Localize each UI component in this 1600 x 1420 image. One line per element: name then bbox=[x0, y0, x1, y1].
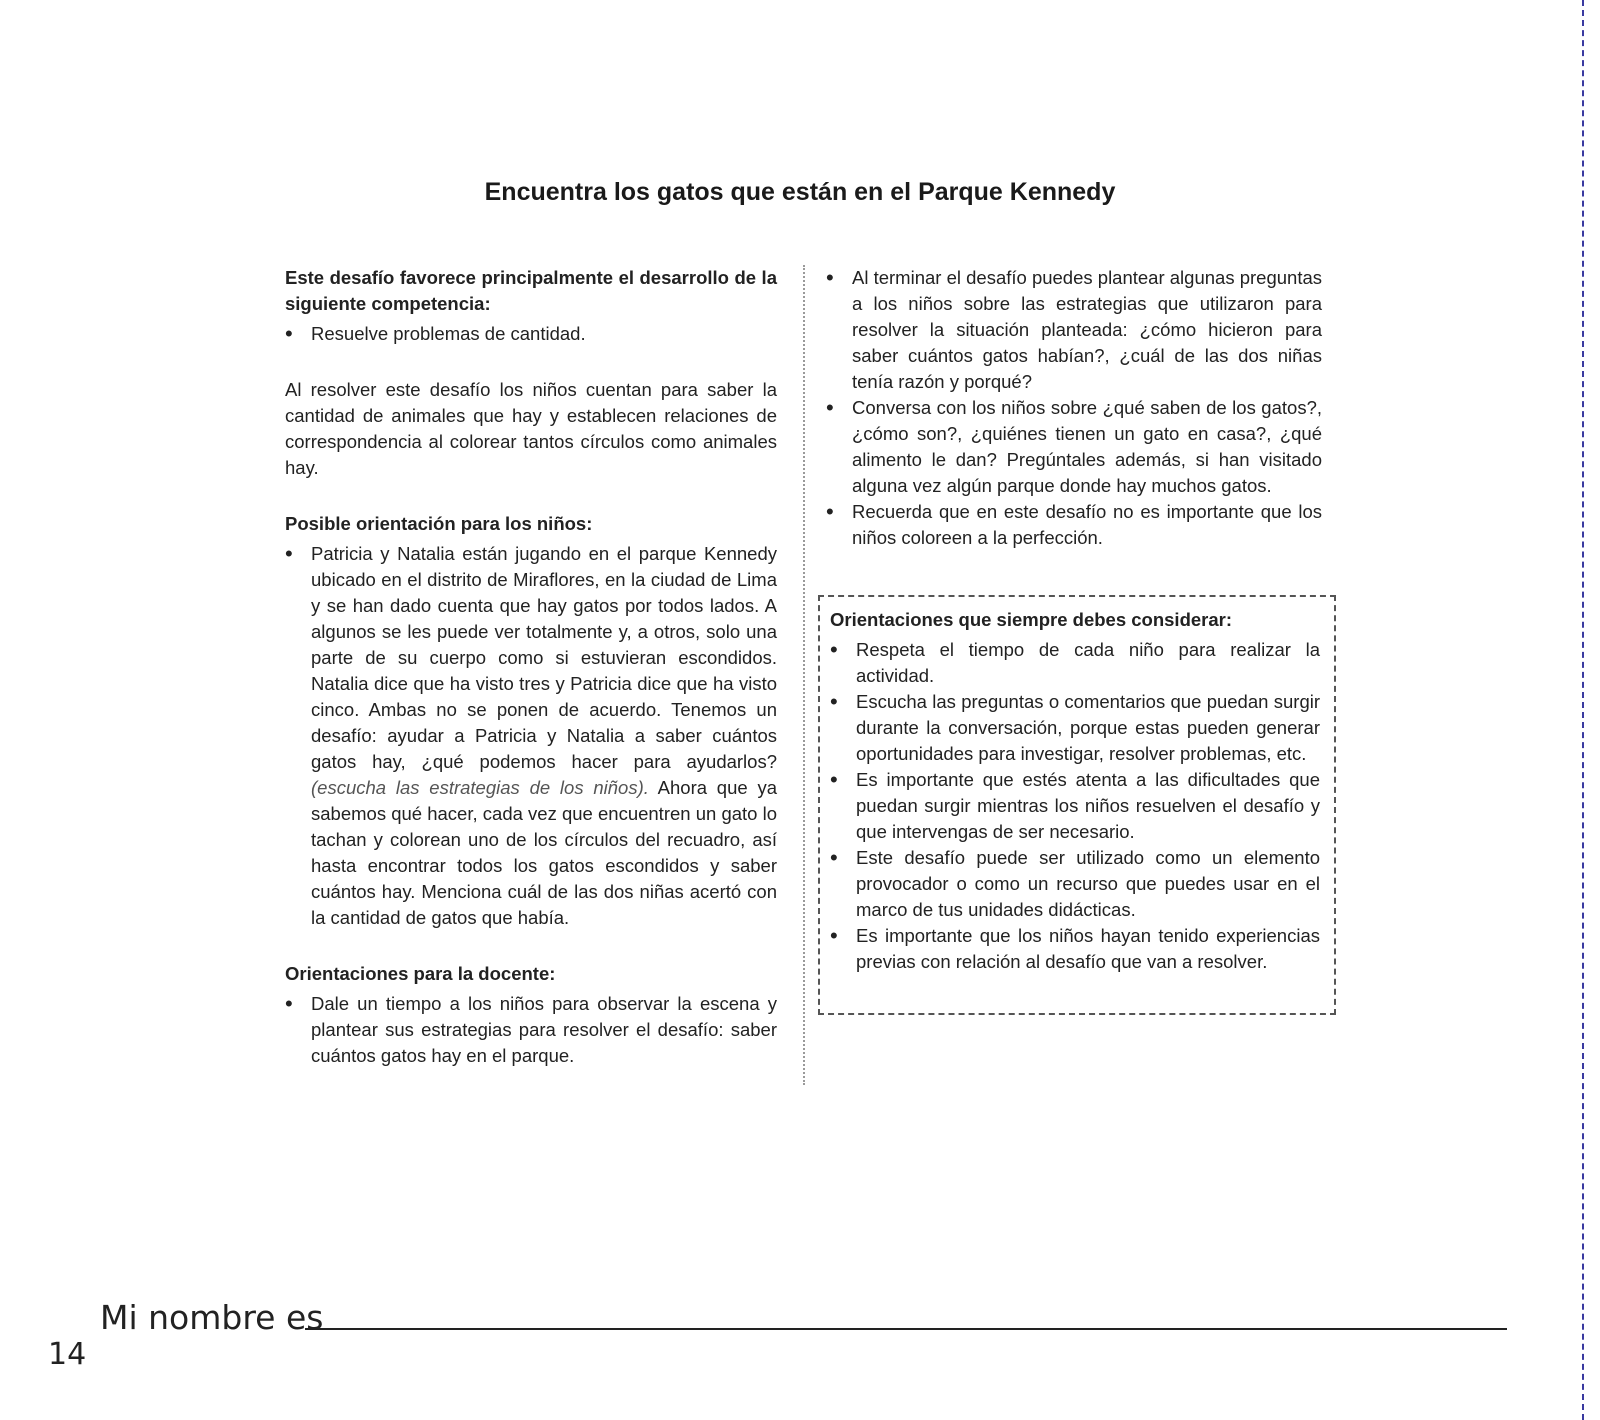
box-item: • Respeta el tiempo de cada niño para realizar la actividad. bbox=[830, 637, 1320, 689]
orientation-text-part2: Ahora que ya sabemos qué hacer, cada vez que encuentren un gato lo tachan y colorean uno de los círculos del recuadro, así hasta encontrar todos los gatos escondidos y saber cuántos hay. Menciona cuál de las dos niñas acertó con la cantidad de gatos que había. bbox=[311, 777, 777, 928]
right-item: • Al terminar el desafío puedes plantear algunas preguntas a los niños sobre las estrategias que utilizaron para resolver la situación planteada: ¿cómo hicieron para saber cuántos gatos habían?, ¿cuál de las dos niñas tenía razón y porqué? bbox=[826, 265, 1322, 395]
competency-heading: Este desafío favorece principalmente el desarrollo de la siguiente competencia: bbox=[285, 267, 777, 314]
teacher-item: • Dale un tiempo a los niños para observar la escena y plantear sus estrategias para resolver el desafío: saber cuántos gatos hay en el parque. bbox=[285, 991, 777, 1069]
cut-line bbox=[1582, 0, 1584, 1420]
column-divider bbox=[803, 265, 805, 1085]
orientation-item bbox=[285, 541, 777, 931]
teacher-list bbox=[285, 991, 777, 1069]
intro-paragraph: Al resolver este desafío los niños cuentan para saber la cantidad de animales que hay y establecen relaciones de correspondencia al colorear tantos círculos como animales hay. bbox=[285, 379, 777, 478]
box-item: • Es importante que estés atenta a las dificultades que puedan surgir mientras los niños resuelven el desafío y que intervengas de ser necesario. bbox=[830, 767, 1320, 845]
orientation-text-part1: Patricia y Natalia están jugando en el parque Kennedy ubicado en el distrito de Miraflores, en la ciudad de Lima y se han dado cuenta que hay gatos por todos lados. A algunos se les puede ver totalmente y, a otros, solo una parte de su cuerpo como si estuvieran escondidos. Natalia dice que ha visto tres y Patricia dice que ha visto cinco. Ambas no se ponen de acuerdo. Tenemos un desafío: ayudar a Patricia y Natalia a saber cuántos gatos hay, ¿qué podemos hacer para ayudarlos? bbox=[311, 543, 777, 772]
competency-list bbox=[285, 321, 777, 347]
orientation-list bbox=[285, 541, 777, 931]
competency-item: • Resuelve problemas de cantidad. bbox=[285, 321, 777, 347]
box-item: • Es importante que los niños hayan tenido experiencias previas con relación al desafío que van a resolver. bbox=[830, 923, 1320, 975]
box-item: • Este desafío puede ser utilizado como un elemento provocador o como un recurso que puedes usar en el marco de tus unidades didácticas. bbox=[830, 845, 1320, 923]
right-item: • Recuerda que en este desafío no es importante que los niños coloreen a la perfección. bbox=[826, 499, 1322, 551]
box-item: • Escucha las preguntas o comentarios que puedan surgir durante la conversación, porque estas pueden generar oportunidades para investigar, resolver problemas, etc. bbox=[830, 689, 1320, 767]
name-write-line bbox=[305, 1328, 1507, 1330]
right-list bbox=[826, 265, 1322, 551]
box-heading: Orientaciones que siempre debes considerar: bbox=[830, 609, 1233, 630]
orientation-heading: Posible orientación para los niños: bbox=[285, 513, 593, 534]
right-item: • Conversa con los niños sobre ¿qué saben de los gatos?, ¿cómo son?, ¿quiénes tienen un gato en casa?, ¿qué alimento le dan? Pregúntales además, si han visitado alguna vez algún parque donde hay muchos gatos. bbox=[826, 395, 1322, 499]
right-column bbox=[826, 265, 1322, 551]
teacher-heading: Orientaciones para la docente: bbox=[285, 963, 556, 984]
page-title: Encuentra los gatos que están en el Parque Kennedy bbox=[484, 178, 1116, 206]
orientation-hint: (escucha las estrategias de los niños). bbox=[311, 777, 649, 798]
left-column bbox=[285, 265, 777, 1069]
name-label: Mi nombre es bbox=[100, 1298, 324, 1337]
considerations-box bbox=[818, 595, 1336, 1015]
box-list bbox=[830, 637, 1320, 975]
page-number: 14 bbox=[48, 1337, 87, 1372]
